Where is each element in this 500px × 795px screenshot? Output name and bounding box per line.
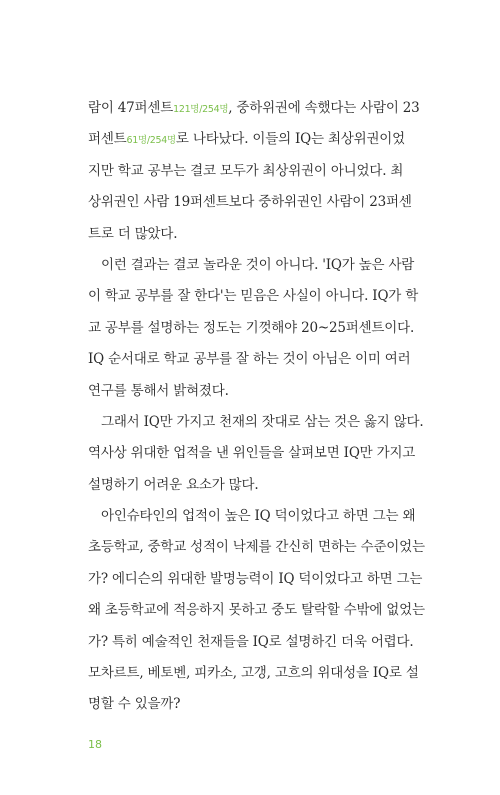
body-text xyxy=(88,93,434,721)
text-line: IQ 순서대로 학교 공부를 잘 하는 것이 아님은 이미 여러 xyxy=(88,351,411,368)
inline-note: 121명/254명 xyxy=(173,104,229,115)
paragraph-start-line: 이런 결과는 결코 놀라운 것이 아니다. 'IQ가 높은 사람 xyxy=(101,256,415,273)
text-line: 지만 학교 공부는 결코 모두가 최상위권이 아니었다. 최 xyxy=(88,162,404,179)
text-line: 역사상 위대한 업적을 낸 위인들을 살펴보면 IQ만 가지고 xyxy=(88,445,416,462)
text-line: 교 공부를 설명하는 정도는 기껏해야 20~25퍼센트이다. xyxy=(88,319,415,336)
text-line: 람이 47퍼센트121명/254명, 중하위권에 속했다는 사람이 23 xyxy=(88,100,420,116)
text-line: 초등학교, 중학교 성적이 낙제를 간신히 면하는 수준이었는 xyxy=(88,539,425,556)
text-line: 명할 수 있을까? xyxy=(88,696,181,713)
inline-note: 61명/254명 xyxy=(126,135,176,147)
text-line: 왜 초등학교에 적응하지 못하고 중도 탈락할 수밖에 없었는 xyxy=(88,602,425,619)
text-line: 연구를 통해서 밝혀졌다. xyxy=(88,382,229,399)
text-line: 설명하기 어려운 요소가 많다. xyxy=(88,476,259,493)
text-line: 가? 특히 예술적인 천재들을 IQ로 설명하긴 더욱 어렵다. xyxy=(88,633,414,650)
paragraph-start-line: 그래서 IQ만 가지고 천재의 잣대로 삼는 것은 옳지 않다. xyxy=(101,413,424,430)
page-number: 18 xyxy=(88,738,102,751)
text-line: 퍼센트61명/254명로 나타났다. 이들의 IQ는 최상위권이었 xyxy=(88,131,405,148)
text-line: 가? 에디슨의 위대한 발명능력이 IQ 덕이었다고 하면 그는 xyxy=(88,570,423,587)
text-line: 상위권인 사람 19퍼센트보다 중하위권인 사람이 23퍼센 xyxy=(88,194,412,211)
paragraph-start-line: 아인슈타인의 업적이 높은 IQ 덕이었다고 하면 그는 왜 xyxy=(101,508,416,525)
text-line: 모차르트, 베토벤, 피카소, 고갱, 고흐의 위대성을 IQ로 설 xyxy=(88,665,419,682)
text-line: 이 학교 공부를 잘 한다'는 믿음은 사실이 아니다. IQ가 학 xyxy=(88,288,419,305)
text-line: 트로 더 많았다. xyxy=(88,225,178,242)
